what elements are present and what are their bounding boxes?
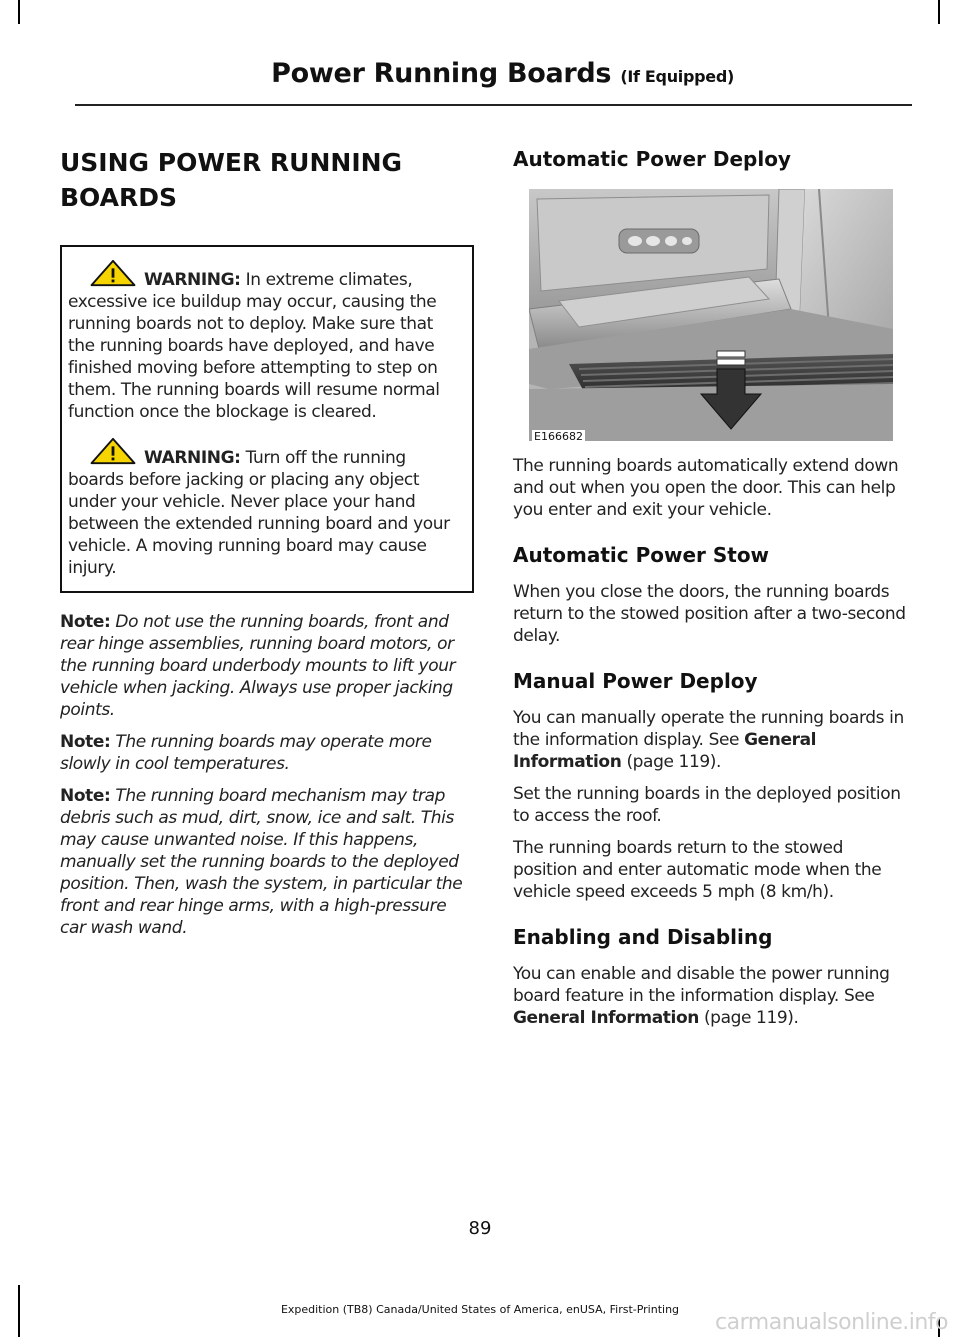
section-heading-line2: BOARDS [60,183,177,212]
page-footer: Expedition (TB8) Canada/United States of America, enUSA, First-Printing [280,1303,680,1316]
running-board-figure [529,189,893,441]
watermark: carmanualsonline.info [715,1310,948,1335]
page-header-title [271,58,734,89]
crop-mark-top-right [938,0,940,24]
warning-2-text: Turn off the running boards before jacking or placing any object under your vehicle. Never place your hand between the extended running board and your vehicle. A moving running board may cause injury. [68,448,450,578]
manual-text-1-pre: You can manually operate the running boards in the information display. See [513,708,904,750]
note-3-text: The running board mechanism may trap debris such as mud, dirt, snow, ice and salt. This may cause unwanted noise. If this happens, manually set the running boards to the deployed position. Then, wash the system, in particular the front and rear hinge arms, with a high-pressure car wash wand. [60,786,463,938]
header-title-text: Power Running Boards [271,58,612,89]
running-board-illustration [529,189,893,441]
warning-triangle-icon [88,437,138,465]
manual-text-3: The running boards return to the stowed position and enter automatic mode when the vehicle speed exceeds 5 mph (8 km/h). [513,838,882,902]
warning-box [60,245,474,593]
page-number: 89 [468,1218,492,1239]
manual-text-1-post: (page 119). [626,752,722,772]
section-heading-line1: USING POWER RUNNING [60,148,403,177]
deploy-heading: Automatic Power Deploy [513,147,791,171]
warning-2-label: WARNING: [144,448,241,468]
figure-id: E166682 [534,430,583,443]
left-column [60,145,474,949]
general-information-link[interactable]: General Information [513,1008,699,1028]
enable-text-pre: You can enable and disable the power running board feature in the information display. See [513,964,890,1006]
stow-text: When you close the doors, the running boards return to the stowed position after a two-second delay. [513,582,906,646]
stow-heading: Automatic Power Stow [513,543,770,567]
enable-heading: Enabling and Disabling [513,925,773,949]
manual-text-1 [513,707,908,773]
manual-text-2: Set the running boards in the deployed position to access the roof. [513,784,901,826]
note-1 [60,611,474,721]
crop-mark-top-left [18,0,20,24]
warning-1 [68,259,464,423]
enable-text [513,963,908,1029]
note-2 [60,731,474,775]
warning-1-text: In extreme climates, excessive ice buildup may occur, causing the running boards not to deploy. Make sure that the running boards have deployed, and have finished moving before attempting to step on them. The running boards will resume normal function once the blockage is cleared. [68,270,440,422]
note-1-text: Do not use the running boards, front and rear hinge assemblies, running board motors, or the running board underbody mounts to lift your vehicle when jacking. Always use proper jacking points. [60,612,456,720]
note-2-text: The running boards may operate more slowly in cool temperatures. [60,732,432,774]
warning-2 [68,437,464,579]
warning-1-label: WARNING: [144,270,241,290]
general-information-link[interactable]: General Information [513,730,817,772]
enable-text-post: (page 119). [703,1008,799,1028]
note-3-label: Note: [60,786,111,806]
right-column [513,145,908,1039]
deploy-text: The running boards automatically extend down and out when you open the door. This can help you enter and exit your vehicle. [513,456,899,520]
note-3 [60,785,474,939]
section-heading [60,145,474,215]
manual-heading: Manual Power Deploy [513,669,758,693]
header-qualifier: (If Equipped) [620,67,734,86]
warning-triangle-icon [88,259,138,287]
note-2-label: Note: [60,732,111,752]
note-1-label: Note: [60,612,111,632]
header-rule [75,104,912,106]
